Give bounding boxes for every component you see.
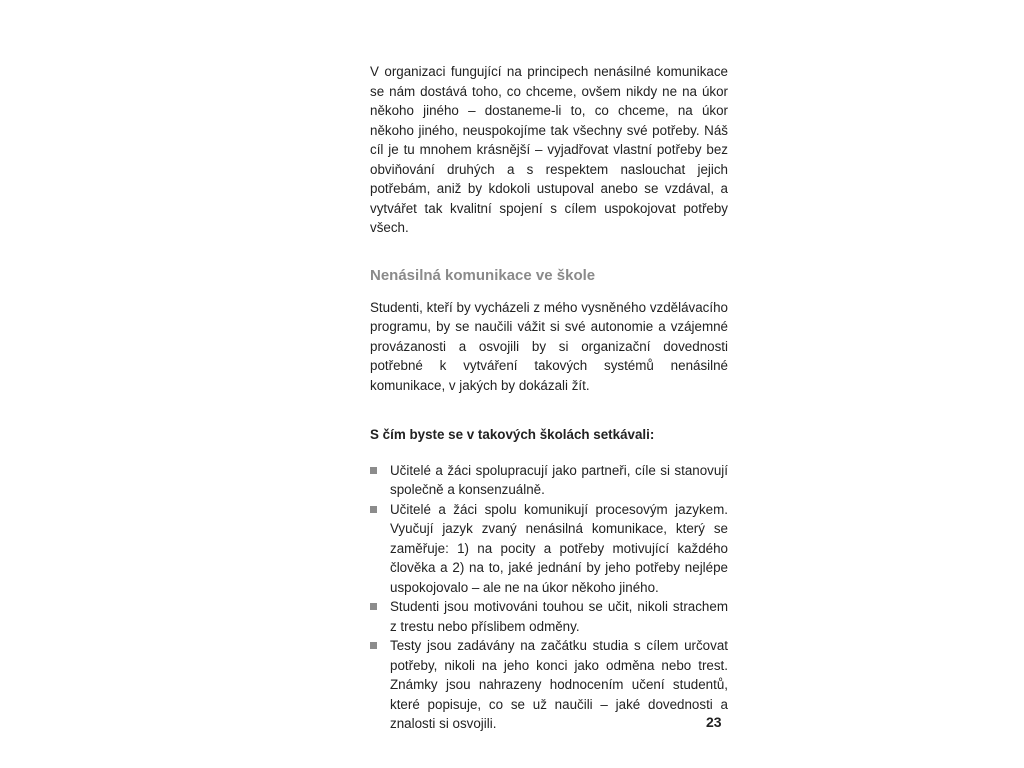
square-bullet-icon [370, 506, 377, 513]
list-item [370, 597, 728, 636]
list-item [370, 461, 728, 500]
list-heading: S čím byste se v takových školách setkávali: [370, 427, 655, 442]
square-bullet-icon [370, 603, 377, 610]
square-bullet-icon [370, 642, 377, 649]
list-item-text: Testy jsou zadávány na začátku studia s cílem určovat potřeby, nikoli na jeho konci jako odměna nebo trest. Známky jsou nahrazeny hodnocením učení studentů, které popisuje, co se už naučili – jaké dovednosti a znalosti si osvojili. [390, 638, 728, 731]
text-column [370, 62, 728, 734]
square-bullet-icon [370, 467, 377, 474]
section-heading: Nenásilná komunikace ve škole [370, 266, 596, 284]
bullet-list [370, 461, 728, 734]
section-paragraph: Studenti, kteří by vycházeli z mého vysněného vzdělávacího programu, by se naučili vážit si své autonomie a vzájemné provázanosti a osvojili by si organizační dovednosti potřebné k vytváření takových systémů nenásilné komunikace, v jakých by dokázali žít. [370, 299, 728, 393]
list-item-text: Učitelé a žáci spolupracují jako partneři, cíle si stanovují společně a konsenzuálně. [390, 462, 728, 497]
list-item-text: Učitelé a žáci spolu komunikují procesovým jazykem. Vyučují jazyk zvaný nenásilná komunikace, který se zaměřuje: 1) na pocity a potřeby motivující každého člověka a 2) na to, jaké jednání by jeho potřeby nejlépe uspokojovalo – ale ne na úkor někoho jiného. [390, 501, 728, 595]
page-number: 23 [706, 714, 722, 730]
list-item [370, 636, 728, 734]
list-item [370, 500, 728, 598]
intro-paragraph: V organizaci fungující na principech nenásilné komunikace se nám dostává toho, co chceme, ovšem nikdy ne na úkor někoho jiného – dostaneme-li to, co chceme, na úkor někoho jiného, neuspokojíme tak všechny své potřeby. Náš cíl je tu mnohem krásnější – vyjadřovat vlastní potřeby bez obviňování druhých a s respektem naslouchat jejich potřebám, aniž by kdokoli ustupoval anebo se vzdával, a vytvářet tak kvalitní spojení s cílem uspokojovat potřeby všech. [370, 64, 728, 235]
list-item-text: Studenti jsou motivováni touhou se učit, nikoli strachem z trestu nebo příslibem odměny. [390, 599, 728, 634]
